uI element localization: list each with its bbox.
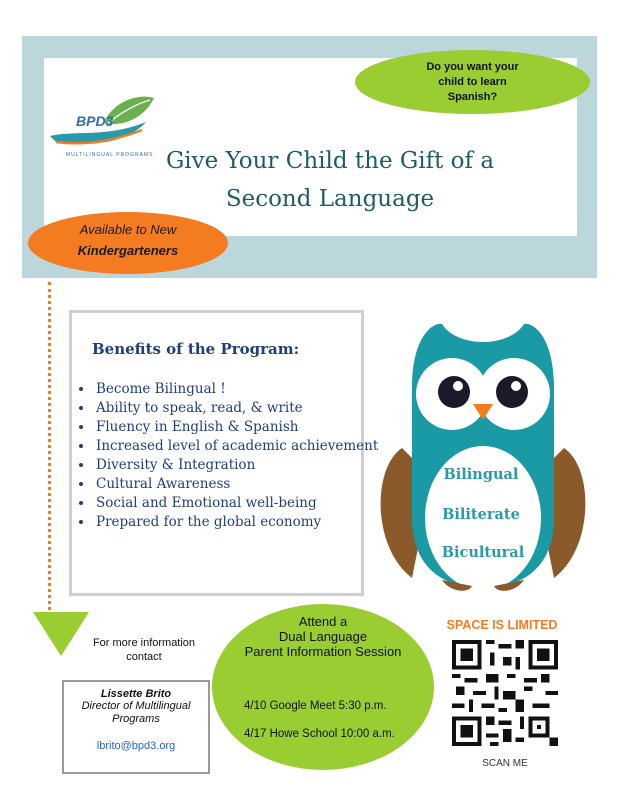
- list-item: • Cultural Awareness: [94, 475, 384, 494]
- list-item: • Prepared for the global economy: [94, 513, 384, 532]
- availability-line-2: Kindergarteners: [77, 243, 179, 258]
- owl-right-eye-shine: [511, 381, 521, 391]
- contact-email-link[interactable]: lbrito@bpd3.org: [96, 740, 176, 752]
- list-item: • Increased level of academic achievement: [94, 437, 384, 456]
- question-text: [413, 60, 533, 105]
- logo-tagline: MULTILINGUAL PROGRAMS: [66, 152, 154, 158]
- session-date-2: 4/17 Howe School 10:00 a.m.: [244, 728, 395, 740]
- contact-role-line-2: Programs: [112, 713, 160, 725]
- list-item: • Diversity & Integration: [94, 456, 384, 475]
- contact-role-line-1: Director of Multilingual: [81, 700, 191, 712]
- space-limited-heading: SPACE IS LIMITED: [446, 618, 558, 632]
- qr-code-icon[interactable]: [452, 640, 558, 746]
- owl-word-bilingual: Bilingual: [443, 466, 519, 483]
- session-line-2: Dual Language: [278, 629, 368, 644]
- owl-left-eye-shine: [453, 381, 463, 391]
- scan-me-caption: SCAN ME: [482, 758, 528, 769]
- arrow-down-icon: [33, 612, 89, 656]
- question-badge: [355, 50, 590, 114]
- title-line-2: Second Language: [225, 186, 435, 212]
- list-item: • Ability to speak, read, & write: [94, 399, 384, 418]
- contact-name: Lissette Brito: [100, 688, 172, 700]
- page-title: [140, 142, 520, 218]
- availability-line-1: Available to New: [79, 222, 177, 237]
- benefits-list: [76, 380, 384, 532]
- owl-left-eye-icon: [438, 376, 470, 408]
- contact-card: [62, 680, 210, 774]
- title-line-1: Give Your Child the Gift of a: [165, 148, 495, 174]
- availability-badge: [28, 212, 228, 274]
- dotted-connector: [48, 282, 51, 616]
- list-item: • Fluency in English & Spanish: [94, 418, 384, 437]
- owl-word-bicultural: Bicultural: [441, 544, 525, 561]
- question-line-2: child to learn: [438, 75, 507, 88]
- benefits-title: Benefits of the Program:: [92, 340, 300, 358]
- logo-mark: BPD3: [76, 113, 114, 129]
- question-line-1: Do you want your: [426, 60, 519, 73]
- list-item: • Social and Emotional well-being: [94, 494, 384, 513]
- session-date-1: 4/10 Google Meet 5:30 p.m.: [244, 700, 387, 712]
- contact-intro: [84, 636, 204, 664]
- owl-word-biliterate: Biliterate: [442, 506, 520, 523]
- owl-right-eye-icon: [496, 376, 528, 408]
- session-line-1: Attend a: [298, 614, 348, 629]
- contact-intro-line-1: For more information: [92, 637, 196, 649]
- question-line-3: Spanish?: [447, 90, 498, 103]
- session-line-3: Parent Information Session: [244, 644, 402, 659]
- contact-intro-line-2: contact: [126, 651, 162, 663]
- list-item: • Become Bilingual !: [94, 380, 384, 399]
- session-heading: [226, 614, 420, 659]
